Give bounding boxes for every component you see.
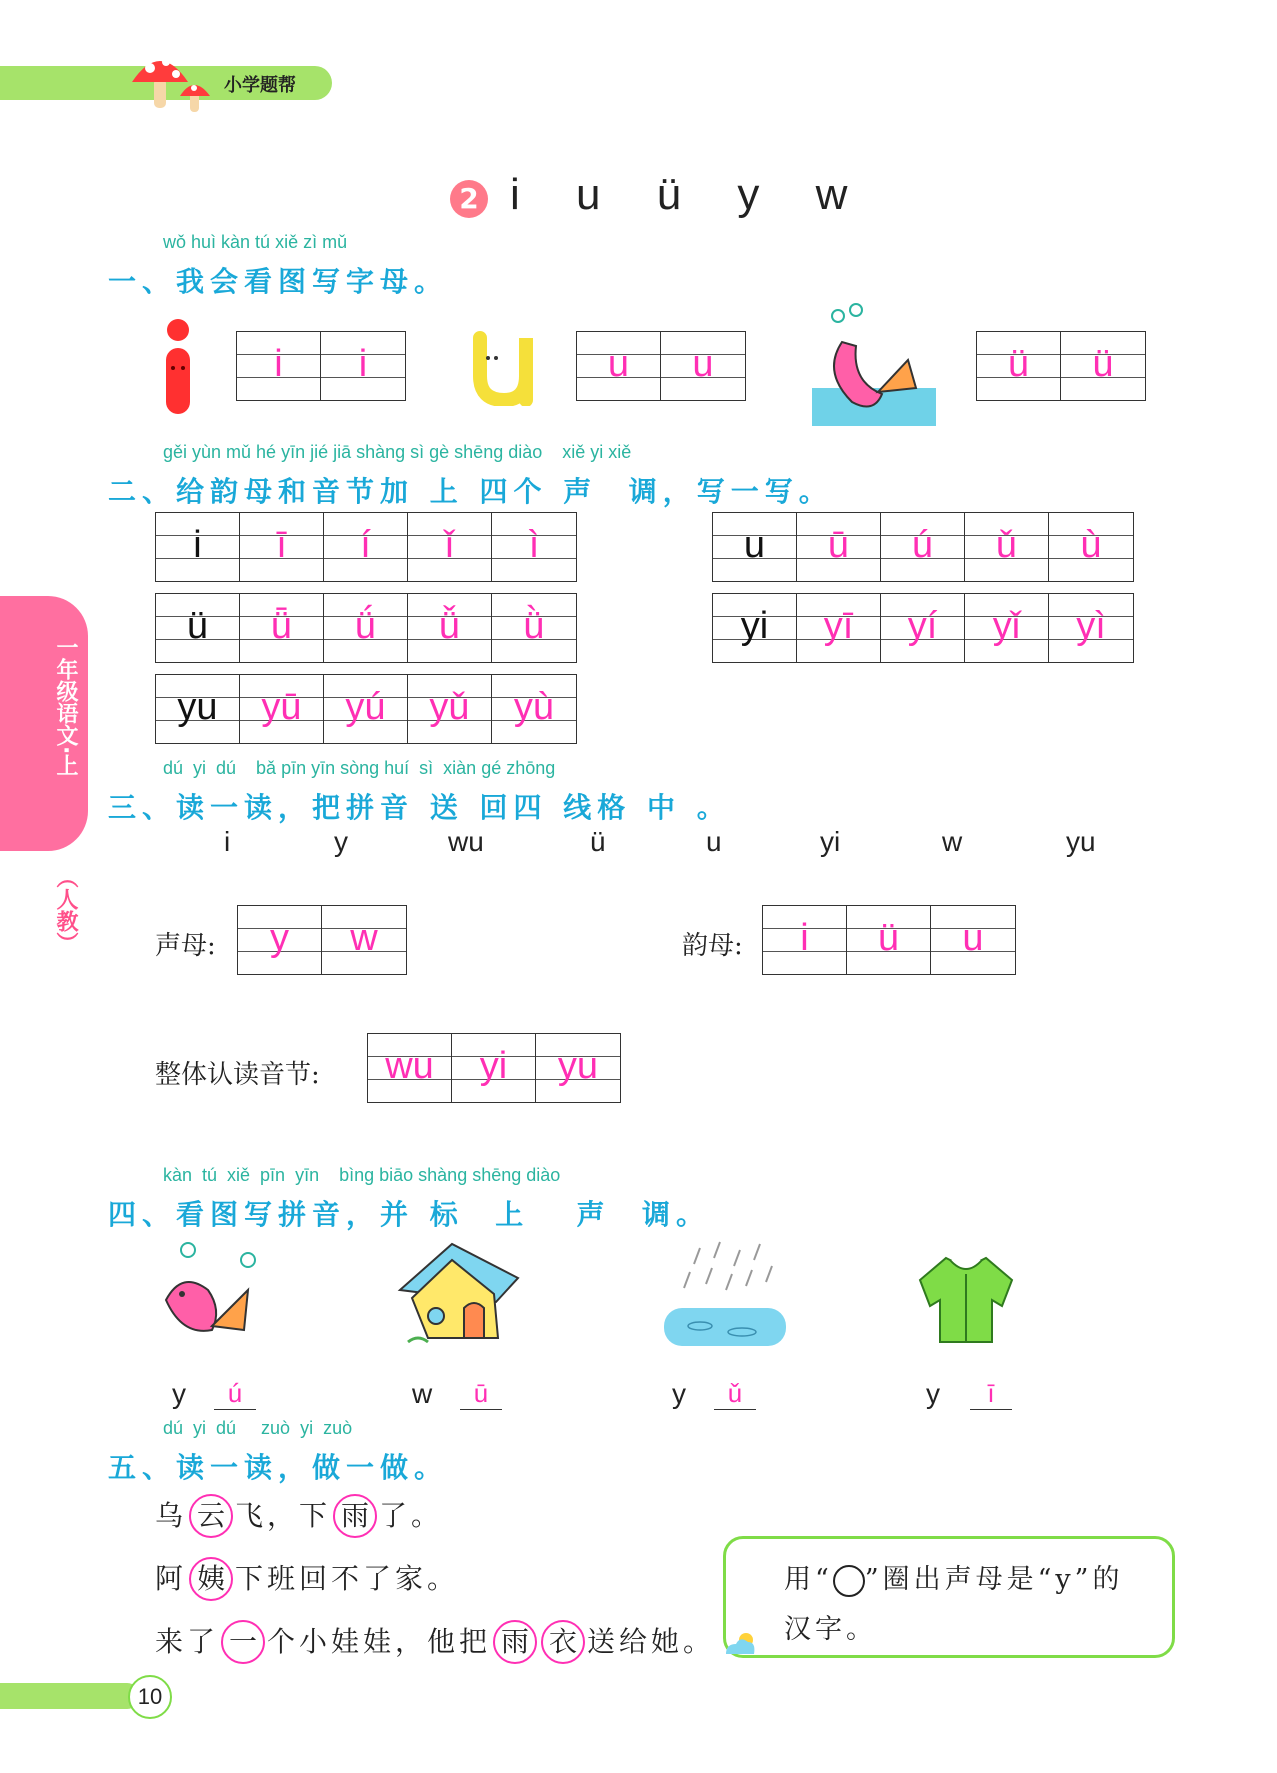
q4-answer: ú bbox=[214, 1378, 256, 1410]
q2-grid-u: u ū ú ǔ ù bbox=[712, 512, 1134, 582]
q2-grid-yu: yu yū yú yǔ yù bbox=[155, 674, 577, 744]
circle-icon bbox=[833, 1565, 865, 1597]
q3-letter: wu bbox=[448, 826, 484, 857]
q3-letter: yu bbox=[1066, 826, 1096, 857]
shirt-icon bbox=[916, 1250, 1016, 1346]
sentence-3: 来了 一 个小娃娃，他把 雨 衣 送给她。 bbox=[155, 1620, 715, 1664]
initials-label: 声母: bbox=[155, 931, 216, 961]
q3-pinyin: dú yi dú bǎ pīn yīn sòng huí sì xiàn gé zhōng bbox=[163, 758, 556, 778]
q2-heading: 二、给韵母和音节加 上 四个 声 调，写一写。 bbox=[108, 475, 833, 508]
q2-pinyin: gěi yùn mǔ hé yīn jié jiā shàng sì gè shēng diào xiě yi xiě bbox=[163, 442, 632, 462]
q3-letter: w bbox=[942, 826, 963, 857]
lesson-title: i u ü y w bbox=[510, 170, 850, 219]
initials-grid: y w bbox=[237, 905, 407, 975]
q1-grid-u: u u bbox=[576, 331, 746, 401]
letter-i-icon bbox=[160, 318, 196, 418]
fish-jumping-icon bbox=[152, 1240, 262, 1350]
mushroom-icon bbox=[128, 44, 218, 116]
page-number: 10 bbox=[128, 1675, 172, 1719]
q2-grid-i: i ī í ǐ ì bbox=[155, 512, 577, 582]
q4-answer: ū bbox=[460, 1378, 502, 1410]
finals-label: 韵母: bbox=[682, 931, 743, 961]
q4-answer: ǔ bbox=[714, 1378, 756, 1410]
q1-heading: 一、我会看图写字母。 bbox=[108, 265, 449, 298]
whole-syllable-label: 整体认读音节: bbox=[155, 1060, 320, 1090]
rain-icon bbox=[660, 1238, 790, 1350]
q1-grid-i: i i bbox=[236, 331, 406, 401]
house-icon bbox=[388, 1238, 528, 1350]
q3-letter: ü bbox=[590, 826, 606, 857]
q3-letter: i bbox=[224, 826, 231, 857]
lesson-number: 2 bbox=[450, 180, 488, 218]
q4-initial: y bbox=[926, 1378, 940, 1409]
tip-text: 用“ ”圈出声母是“y”的汉字。 bbox=[784, 1564, 1124, 1645]
q2-grid-v: ü ǖ ǘ ǚ ǜ bbox=[155, 593, 577, 663]
q1-pinyin: wǒ huì kàn tú xiě zì mǔ bbox=[163, 232, 348, 252]
brand-name: 小学题帮 bbox=[224, 75, 296, 96]
q3-heading: 三、读一读，把拼音 送 回四 线格 中 。 bbox=[108, 791, 731, 824]
footer-bar bbox=[0, 1683, 140, 1709]
q4-pinyin: kàn tú xiě pīn yīn bìng biāo shàng shēng diào bbox=[163, 1165, 561, 1185]
letter-u-icon bbox=[470, 330, 540, 406]
grade-label: 一年级语文·上 bbox=[53, 636, 78, 777]
q3-letter: y bbox=[334, 826, 348, 857]
q3-letter: u bbox=[706, 826, 722, 857]
q4-answer: ī bbox=[970, 1378, 1012, 1410]
q3-letter: yi bbox=[820, 826, 841, 857]
q4-heading: 四、看图写拼音，并 标 上 声 调。 bbox=[108, 1198, 710, 1231]
q4-initial: w bbox=[412, 1378, 433, 1409]
sentence-2: 阿 姨 下班回不了家。 bbox=[155, 1557, 459, 1601]
q5-heading: 五、读一读，做一做。 bbox=[108, 1451, 449, 1484]
q4-initial: y bbox=[172, 1378, 186, 1409]
q2-grid-yi: yi yī yí yǐ yì bbox=[712, 593, 1134, 663]
fish-icon bbox=[812, 302, 938, 428]
q4-initial: y bbox=[672, 1378, 686, 1409]
whole-syllable-grid: wu yi yu bbox=[367, 1033, 621, 1103]
q5-pinyin: dú yi dú zuò yi zuò bbox=[163, 1418, 353, 1438]
sentence-1: 乌 云 飞，下 雨 了。 bbox=[155, 1494, 443, 1538]
q1-grid-v: ü ü bbox=[976, 331, 1146, 401]
edition-label: （人教） bbox=[53, 866, 78, 954]
cloud-icon bbox=[722, 1630, 758, 1658]
finals-grid: i ü u bbox=[762, 905, 1016, 975]
